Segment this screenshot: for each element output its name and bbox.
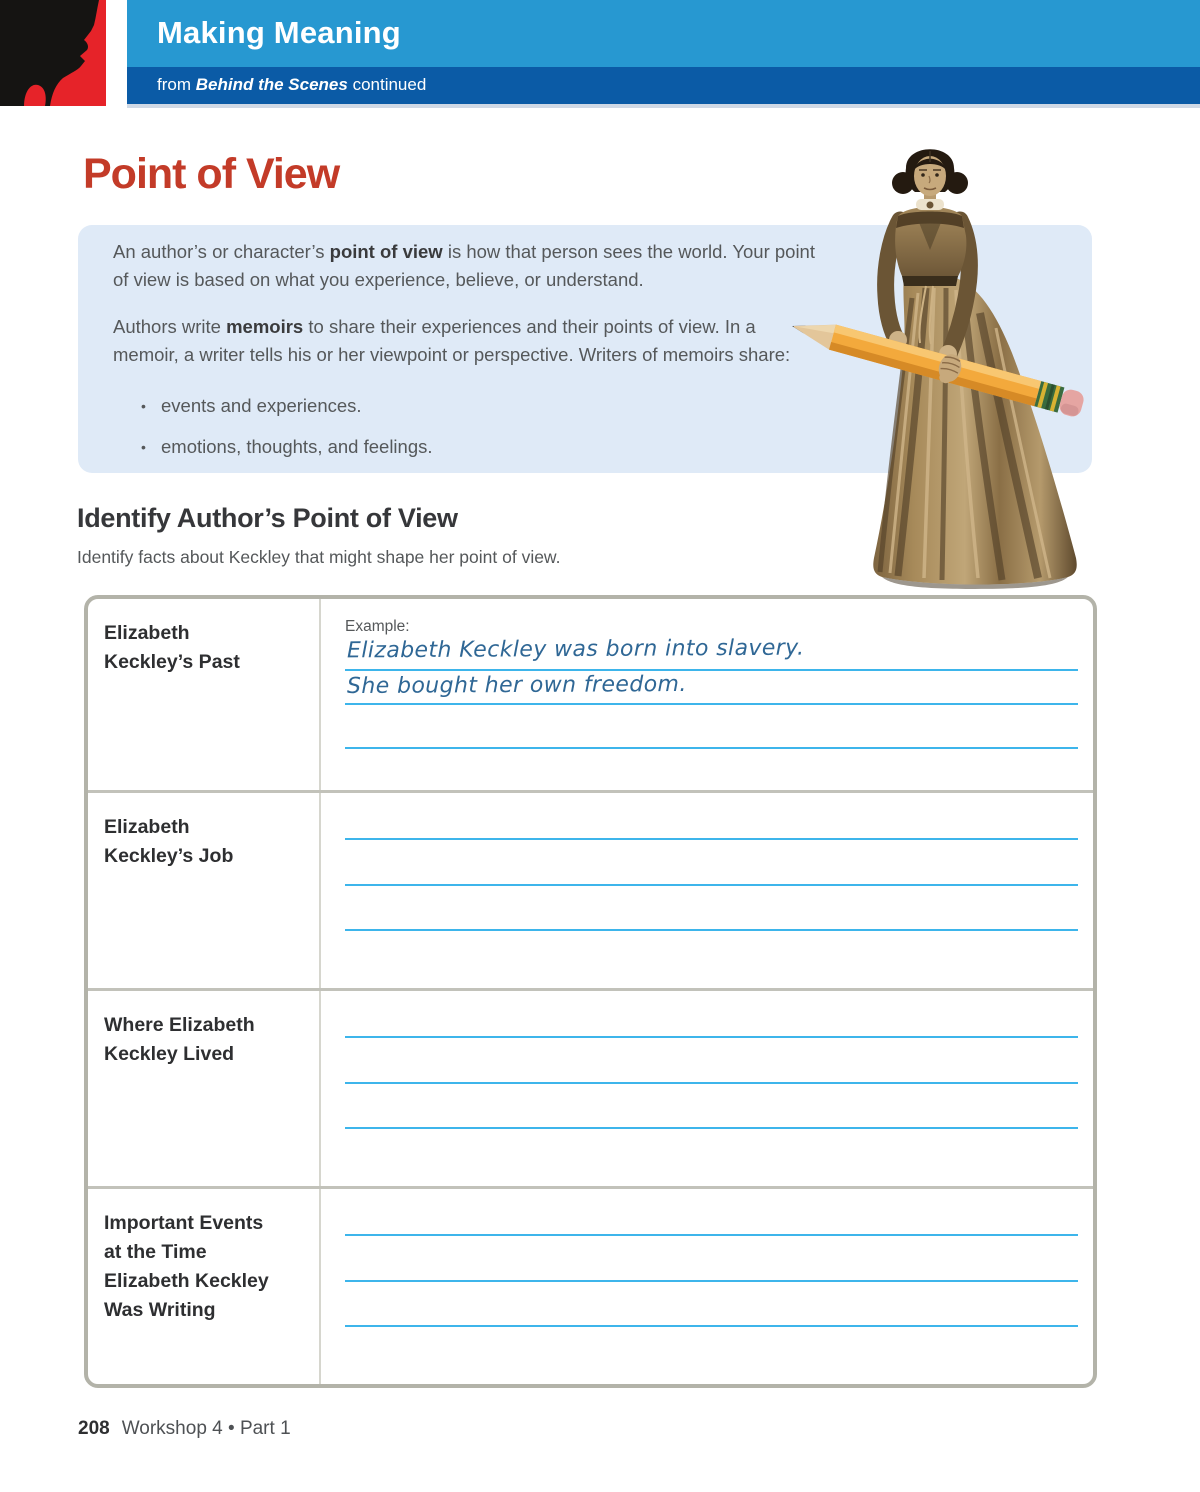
- row-label: Elizabeth Keckley’s Past: [104, 622, 240, 673]
- handwritten-entry: Elizabeth Keckley was born into slavery.: [346, 635, 805, 664]
- write-line: [345, 1127, 1078, 1129]
- write-line: [345, 838, 1078, 840]
- pencil-icon: [770, 305, 1110, 425]
- table-row: [88, 991, 1093, 1189]
- header-subtitle-prefix: from: [157, 75, 196, 94]
- header-subtitle-suffix: continued: [347, 75, 427, 94]
- section-heading: Identify Author’s Point of View: [77, 503, 458, 533]
- bullet-icon: •: [141, 398, 146, 414]
- row-label: Where Elizabeth Keckley Lived: [104, 1014, 255, 1065]
- write-line: [345, 1082, 1078, 1084]
- row-label: Elizabeth Keckley’s Job: [104, 816, 234, 867]
- page-footer: [78, 1418, 291, 1440]
- list-item: [113, 433, 825, 461]
- write-line: [345, 703, 1078, 705]
- handwritten-entry: She bought her own freedom.: [346, 671, 687, 700]
- write-line: [345, 884, 1078, 886]
- write-line: [345, 1280, 1078, 1282]
- write-line: [345, 1036, 1078, 1038]
- header-subtitle-source: Behind the Scenes: [195, 75, 348, 94]
- section-instruction: Identify facts about Keckley that might shape her point of view.: [77, 547, 561, 567]
- list-item: [113, 392, 825, 420]
- worksheet-table: [84, 595, 1097, 1388]
- write-line: [345, 747, 1078, 749]
- table-row: [88, 599, 1093, 793]
- bullet-text: emotions, thoughts, and feelings.: [161, 436, 433, 457]
- table-row: [88, 793, 1093, 991]
- read-profile-logo-icon: [0, 0, 106, 106]
- page-number: 208: [78, 1418, 110, 1439]
- intro-paragraph-2: Authors write memoirs to share their experiences and their points of view. In a memoir, a writer tells his or her viewpoint or perspective. Writers of memoirs share:: [113, 316, 791, 365]
- header-title: Making Meaning: [157, 15, 401, 50]
- table-row: [88, 1189, 1093, 1384]
- header-subtitle: [157, 75, 426, 95]
- intro-paragraph-1: An author’s or character’s point of view is how that person sees the world. Your point of view is based on what you experience, believe, or understand.: [113, 241, 815, 290]
- write-line: [345, 929, 1078, 931]
- bullet-text: events and experiences.: [161, 395, 362, 416]
- write-line: [345, 1234, 1078, 1236]
- bullet-list: [113, 392, 825, 461]
- footer-label: Workshop 4 • Part 1: [121, 1418, 291, 1439]
- bullet-icon: •: [141, 439, 146, 455]
- write-line: [345, 1325, 1078, 1327]
- page-title: Point of View: [83, 150, 340, 198]
- header-underline: [127, 104, 1200, 108]
- write-line: [345, 669, 1078, 671]
- row-label: Important Events at the Time Elizabeth Keckley Was Writing: [104, 1212, 269, 1321]
- example-label: Example:: [345, 618, 410, 635]
